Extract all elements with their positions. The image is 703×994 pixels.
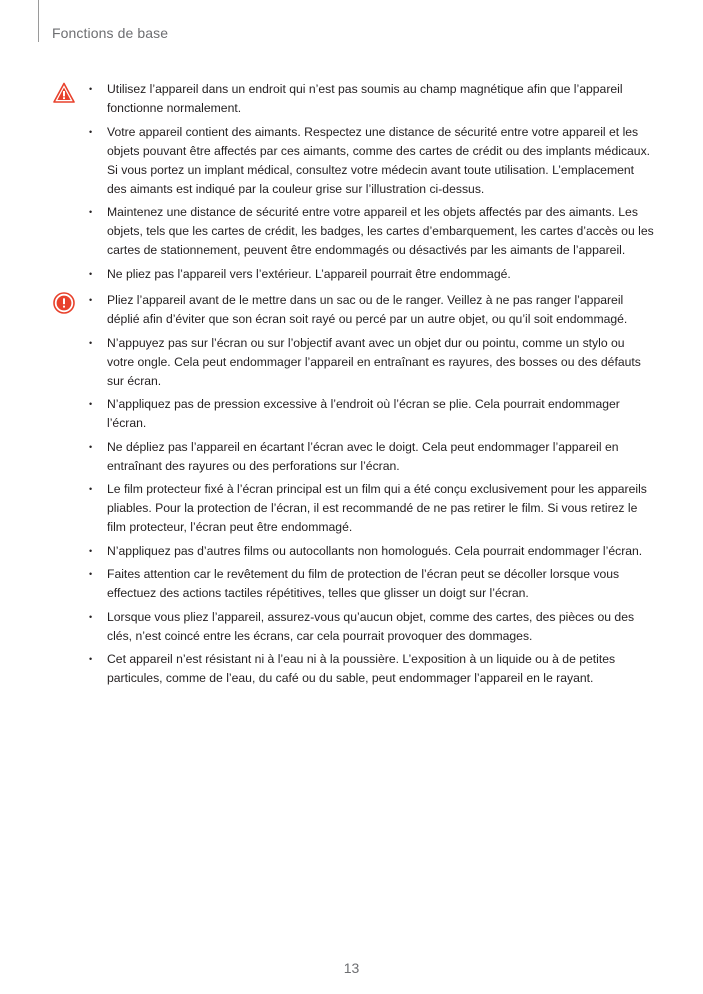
exclamation-circle-icon [53,292,75,314]
list-item: • N’appuyez pas sur l’écran ou sur l’objectif avant avec un objet dur ou pointu, comme un stylo ou votre ongle. Cela peut endommager l’appareil en entraînant es rayures, des bosses ou des défauts sur écran. [88,334,654,391]
page-header-title: Fonctions de base [52,25,169,41]
list-item: • Lorsque vous pliez l’appareil, assurez-vous qu’aucun objet, comme des cartes, des pièces ou des clés, n’est coincé entre les écrans, car cela pourrait provoquer des dommages. [88,608,654,646]
header-divider [38,0,39,42]
list-item: • Ne pliez pas l’appareil vers l’extérieur. L’appareil pourrait être endommagé. [88,265,654,284]
list-item: • Ne dépliez pas l’appareil en écartant l’écran avec le doigt. Cela peut endommager l’appareil en entraînant des rayures ou des perforations sur l’écran. [88,438,654,476]
list-item: • Maintenez une distance de sécurité entre votre appareil et les objets affectés par des aimants. Les objets, tels que les cartes de crédit, les badges, les cartes d’embarquement, les cartes d’accès ou les cartes de stationnement, peuvent être endommagés ou désactivés par les aimants de l’appareil. [88,203,654,260]
notice-list [88,291,654,693]
page-number: 13 [343,960,360,976]
warning-triangle-icon [53,82,75,104]
list-item: • N’appliquez pas de pression excessive à l’endroit où l’écran se plie. Cela pourrait endommager l’écran. [88,395,654,433]
list-item: • Le film protecteur fixé à l’écran principal est un film qui a été conçu exclusivement pour les appareils pliables. Pour la protection de l’écran, il est recommandé de ne pas retirer le film. Si vous retirez le film protecteur, l’écran peut être endommagé. [88,480,654,537]
caution-list [88,80,654,288]
list-item: • Faites attention car le revêtement du film de protection de l’écran peut se décoller lorsque vous effectuez des actions tactiles répétitives, telles que glisser un doigt sur l’écran. [88,565,654,603]
list-item: • Pliez l’appareil avant de le mettre dans un sac ou de le ranger. Veillez à ne pas ranger l’appareil déplié afin d’éviter que son écran soit rayé ou percé par un autre objet, ou qu’il soit endommagé. [88,291,654,329]
list-item: • N’appliquez pas d’autres films ou autocollants non homologués. Cela pourrait endommager l’écran. [88,542,654,561]
list-item: • Cet appareil n’est résistant ni à l’eau ni à la poussière. L’exposition à un liquide ou à de petites particules, comme de l’eau, du café ou du sable, peut endommager l’appareil en le rayant. [88,650,654,688]
list-item: • Votre appareil contient des aimants. Respectez une distance de sécurité entre votre appareil et les objets pouvant être affectés par ces aimants, comme des cartes de crédit ou des implants médicaux. Si vous portez un implant médical, consultez votre médecin avant toute utilisation. L’emplacement des aimants est indiqué par la couleur grise sur l’illustration ci-dessus. [88,123,654,199]
list-item: • Utilisez l’appareil dans un endroit qui n’est pas soumis au champ magnétique afin que l’appareil fonctionne normalement. [88,80,654,118]
